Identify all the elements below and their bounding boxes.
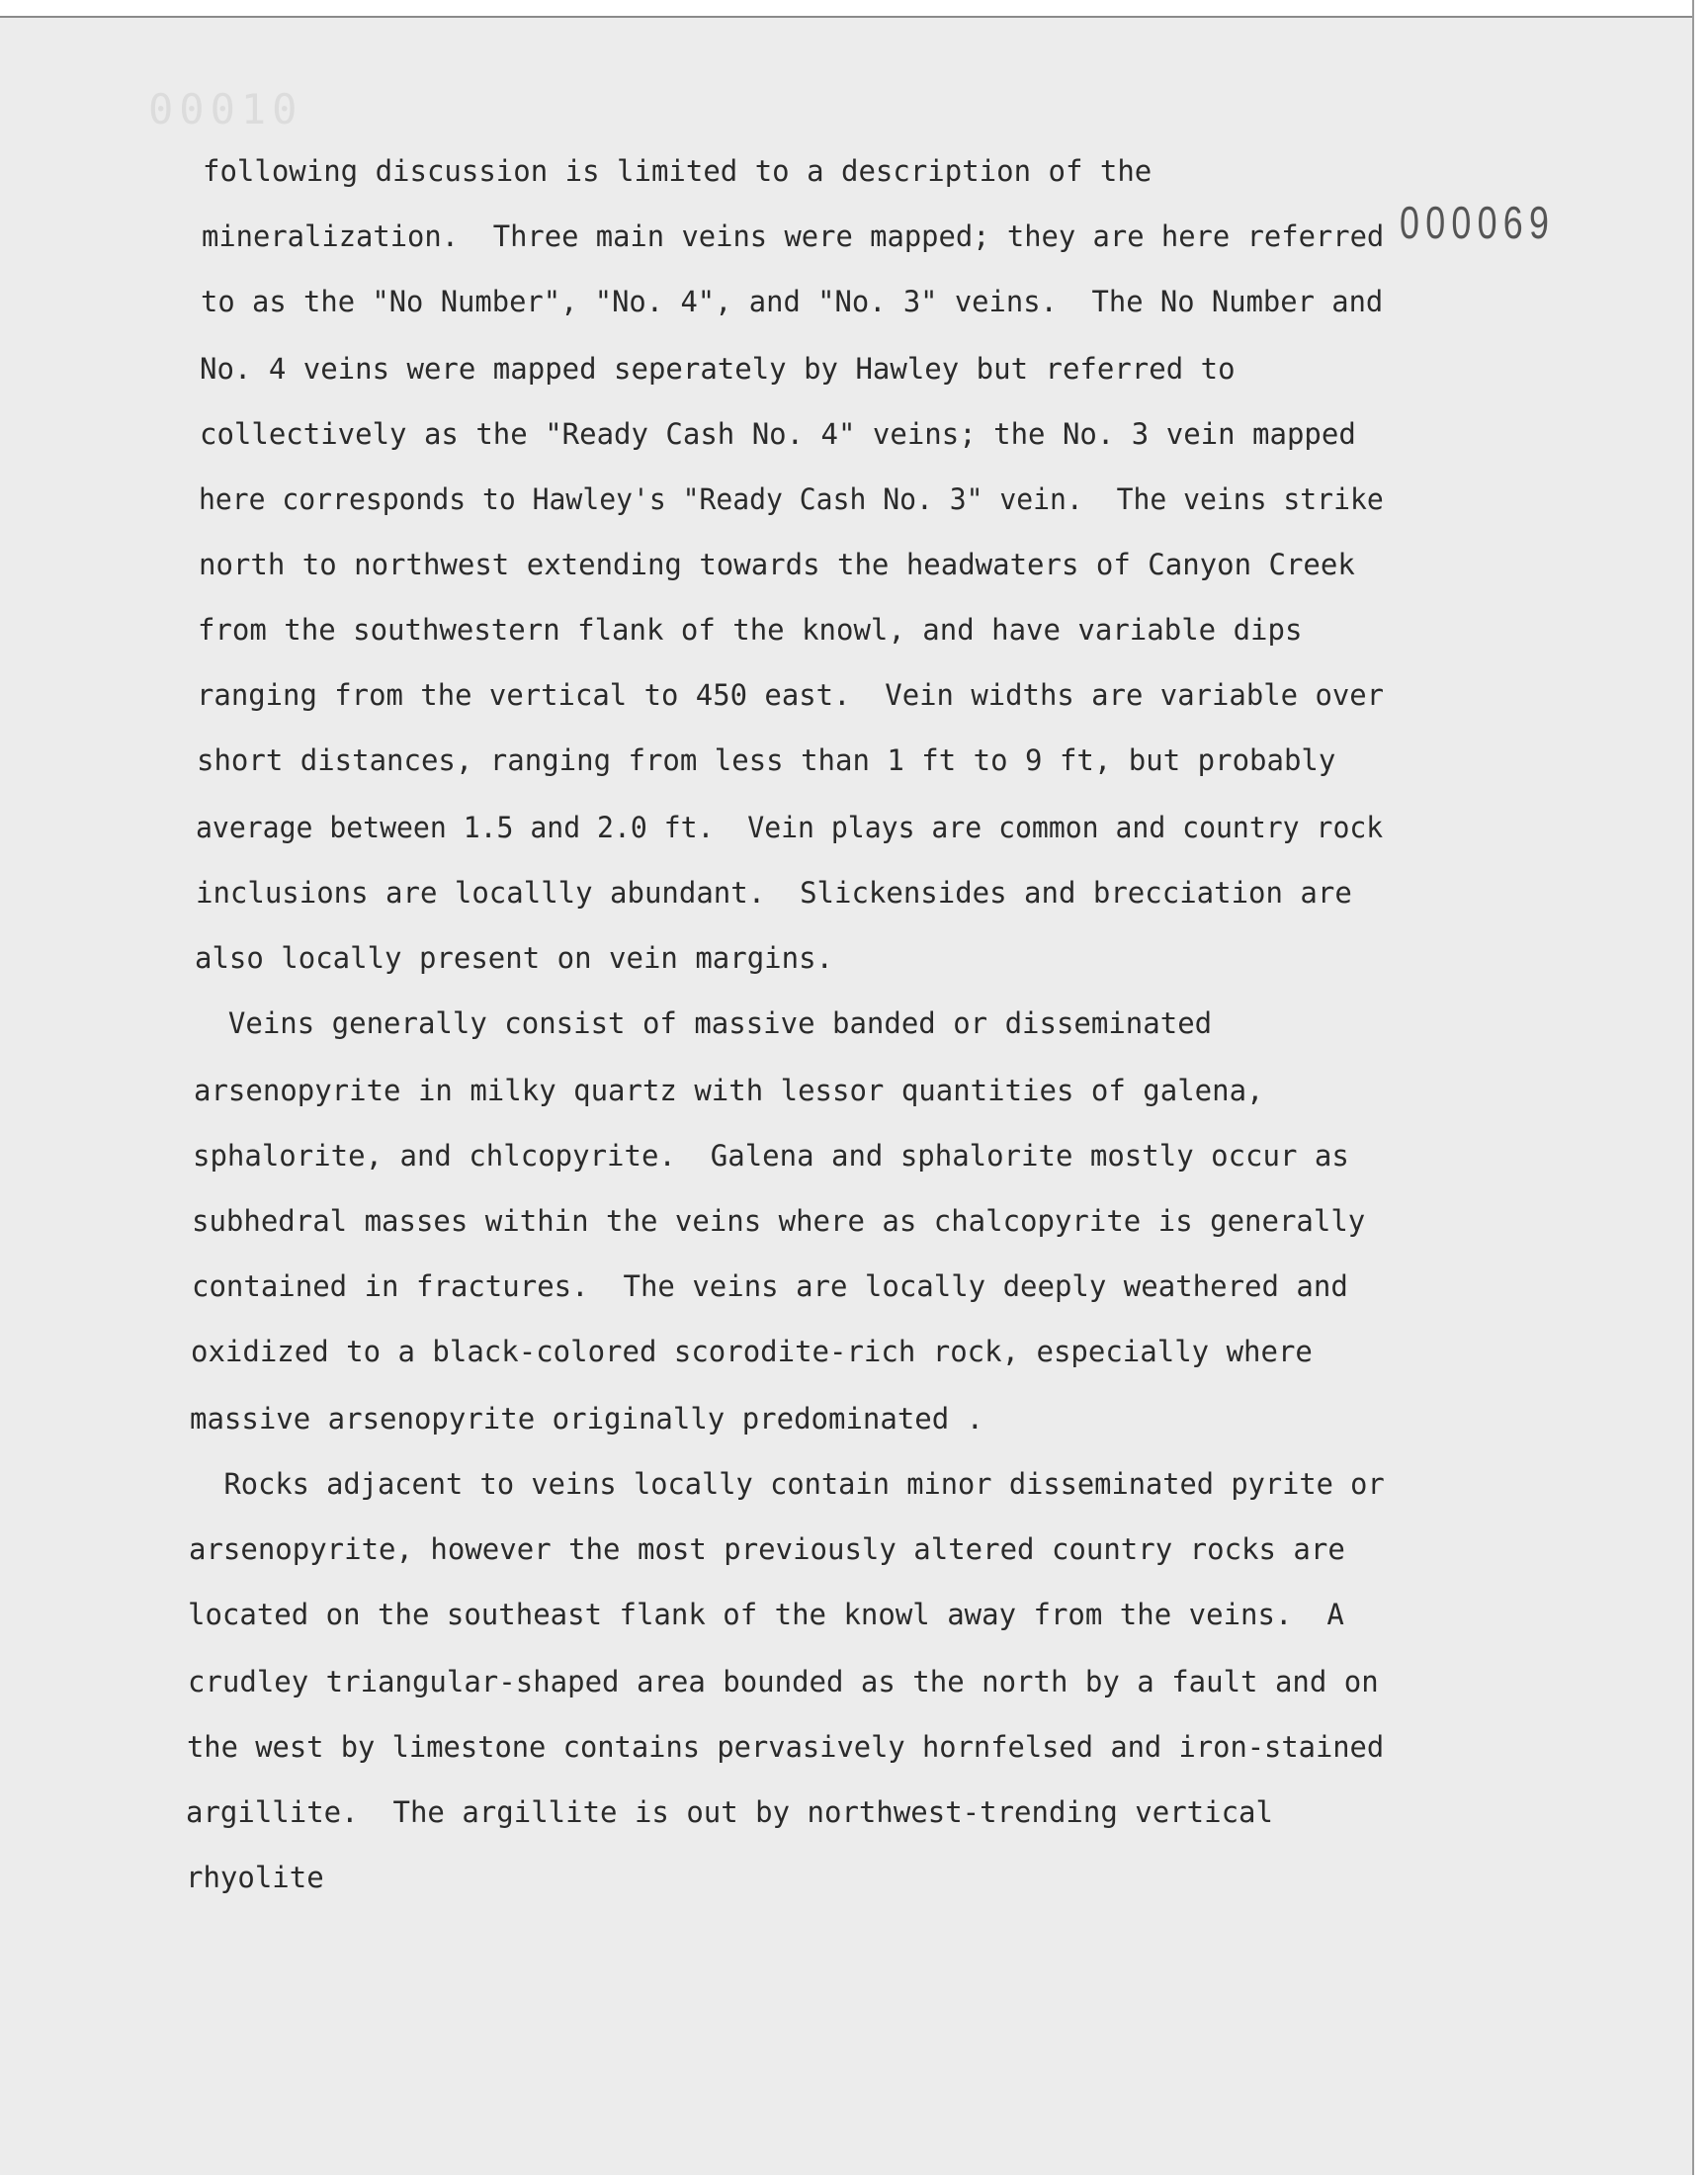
text-line: ranging from the vertical to 450 east. Vein widths are variable over [197,678,1385,712]
page-top-edge [0,0,1708,18]
text-line: arsenopyrite, however the most previously altered country rocks are [189,1532,1345,1566]
text-line: crudley triangular-shaped area bounded as the north by a fault and on [188,1665,1379,1698]
text-line: sphalorite, and chlcopyrite. Galena and sphalorite mostly occur as [193,1139,1349,1173]
text-line: mineralization. Three main veins were mapped; they are here referred [202,219,1385,253]
text-line: short distances, ranging from less than 1 ft to 9 ft, but probably [197,743,1336,777]
text-line: oxidized to a black-colored scorodite-rich rock, especially where [191,1335,1313,1368]
text-line: Veins generally consist of massive banded or disseminated [194,1006,1213,1040]
text-line: massive arsenopyrite originally predominated . [190,1402,984,1436]
text-line: No. 4 veins were mapped seperately by Hawley but referred to [200,352,1236,386]
text-line: argillite. The argillite is out by northwest-trending vertical [186,1795,1273,1829]
document-number: 000069 [1400,197,1556,248]
text-line: the west by limestone contains pervasively hornfelsed and iron-stained [187,1730,1385,1764]
text-line: arsenopyrite in milky quartz with lessor quantities of galena, [194,1074,1264,1107]
text-line: following discussion is limited to a description of the [203,154,1153,188]
text-line: inclusions are locallly abundant. Slickensides and brecciation are [196,876,1352,910]
text-line: located on the southeast flank of the knowl away from the veins. A [188,1598,1344,1631]
text-line: subhedral masses within the veins where as chalcopyrite is generally [192,1204,1366,1238]
text-line: rhyolite [186,1861,324,1894]
text-line: north to northwest extending towards the headwaters of Canyon Creek [199,548,1355,581]
text-line: also locally present on vein margins. [195,941,834,975]
text-line: contained in fractures. The veins are locally deeply weathered and [192,1269,1348,1303]
text-line: average between 1.5 and 2.0 ft. Vein plays are common and country rock [196,811,1384,844]
text-line: from the southwestern flank of the knowl, and have variable dips [198,613,1303,647]
text-line: to as the "No Number", "No. 4", and "No. 3" veins. The No Number and [201,285,1384,318]
text-line: collectively as the "Ready Cash No. 4" veins; the No. 3 vein mapped [200,417,1356,451]
bleed-through-number: 00010 [148,85,303,133]
page-right-edge [1692,0,1708,2175]
text-line: here corresponds to Hawley's "Ready Cash No. 3" vein. The veins strike [199,482,1384,516]
text-line: Rocks adjacent to veins locally contain minor disseminated pyrite or [190,1467,1385,1501]
